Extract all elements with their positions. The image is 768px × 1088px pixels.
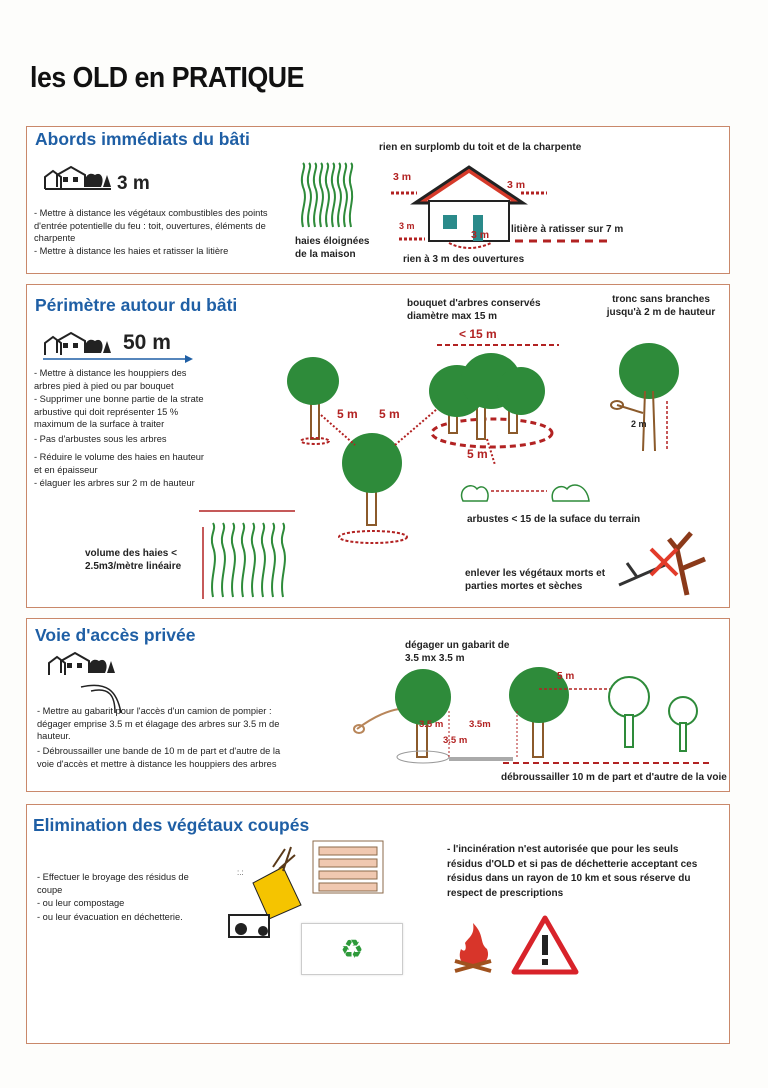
bullet: - ou leur compostage [37,898,125,908]
section-title: Elimination des végétaux coupés [33,815,310,835]
trunk-dim: 2 m [631,419,647,429]
dead-tree-icon [617,529,717,599]
section-elimination [26,804,730,1044]
bullet: - élaguer les arbres sur 2 m de hauteur [34,478,195,488]
house-icon [47,651,117,679]
distance-label: 50 m [123,331,171,354]
recycle-icon: ♻ [340,934,364,964]
bullet: - Mettre à distance les houppiers des arbres pied à pied ou par bouquet [34,368,187,391]
svg-text::.:: :.: [237,868,244,877]
openings-label: rien à 3 m des ouvertures [403,254,525,265]
hedge-icon [299,161,355,231]
bullet: - Mettre à distance les haies et ratisser la litière [34,246,229,256]
warning-icon [511,915,579,975]
dim-label: 3 m [393,171,412,183]
tree-icon [339,433,407,543]
shredder-icon [225,845,305,941]
section-voie-acces [26,618,730,792]
litter-label: litière à ratisser sur 7 m [511,224,624,235]
house-icon [43,165,113,193]
dim-label: 3 m [399,221,415,231]
dim-label: 3.5 m [419,719,444,730]
section-abords [26,126,730,274]
tree-icon [287,357,339,444]
hedge-label: haies éloignées de la maison [295,236,370,260]
bullet: - Mettre au gabarit pour l'accès d'un camion de pompier : dégager emprise 3.5 m et élagage des arbres sur 3.5 m de hauteur. [37,706,280,742]
section-title: Voie d'accès privée [35,625,196,645]
section-title: Abords immédiats du bâti [35,129,250,149]
dim-label: 5 m [467,447,488,461]
dim-label: 3 m [471,229,490,241]
house-diagram [387,163,637,253]
gabarit-label: dégager un gabarit de 3.5 mx 3.5 m [405,640,510,664]
bouquet-label: bouquet d'arbres conservés diamètre max 15 m [407,298,541,322]
compost-bin-icon [313,839,383,895]
bullet: - Supprimer une bonne partie de la strate arbustive qui doit représenter 15 % maximum de la surface à traiter [34,394,204,430]
trunk-label: tronc sans branches jusqu'à 2 m de hauteur [606,294,716,318]
dim-label: 3 m [507,179,526,191]
roof-label: rien en surplomb du toit et de la charpente [379,142,582,153]
tree-bouquet-icon [429,353,552,447]
hedge-volume-label: volume des haies < 2.5m3/mètre linéaire [85,548,182,572]
dim-label: 5 m [557,671,575,682]
recycle-panel [301,923,403,975]
bullet: - Débroussailler une bande de 10 m de part et d'autre de la voie d'accès et mettre à distance les houppiers des arbres [37,746,281,769]
bullet: - Mettre à distance les végétaux combustibles des points d'entrée potentielle du feu : toit, ouvertures, éléments de charpente [34,208,268,244]
dim-label: 3.5 m [443,735,468,746]
pruned-tree-icon [607,343,687,453]
section-title: Périmètre autour du bâti [35,295,238,315]
bullet: - Effectuer le broyage des résidus de coupe [37,872,189,895]
section-perimetre [26,284,730,608]
distance-label: 3 m [117,173,150,194]
dim-label: 3.5m [469,719,491,730]
bouquet-dim: < 15 m [459,327,497,341]
page-title: les OLD en PRATIQUE [30,62,304,94]
road-trees-diagram [353,667,713,767]
shrubs-label: arbustes < 15 de la suface du terrain [467,514,641,525]
incineration-text: - l'incinération n'est autorisée que pour les seuls résidus d'OLD et si pas de déchetterie acceptant ces résidus dans un rayon de 10 km et sous réserve du respect de prescriptions [447,844,698,899]
bullet: - Réduire le volume des haies en hauteur et en épaisseur [34,452,205,475]
bullet: - Pas d'arbustes sous les arbres [34,434,167,444]
clear-label: débroussailler 10 m de part et d'autre de la voie [501,772,727,783]
dim-label: 5 m [337,407,358,421]
bullet: - ou leur évacuation en déchetterie. [37,912,183,922]
hedge-icon [199,507,295,603]
shrubs-icon [457,475,597,505]
distance-arrow [43,355,193,363]
dim-label: 5 m [379,407,400,421]
fire-icon [451,919,495,975]
deadwood-label: enlever les végétaux morts et parties mortes et sèches [465,568,606,592]
trees-diagram [277,315,577,545]
